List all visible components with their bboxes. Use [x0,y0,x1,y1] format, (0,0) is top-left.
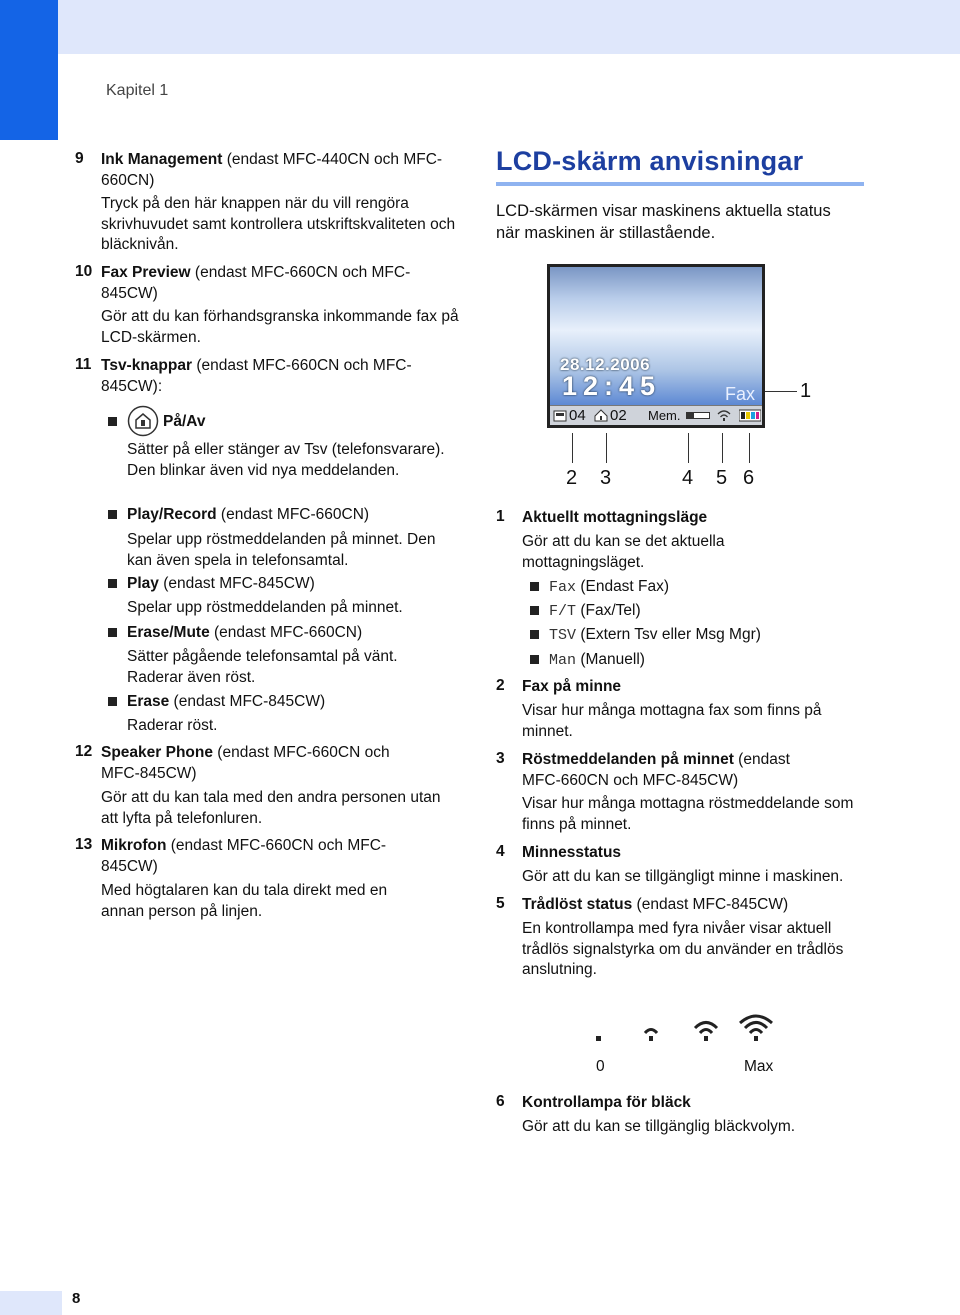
ink-level-icon [739,409,761,422]
mode-fax [549,577,669,599]
sub-erase-description: Raderar röst. [127,717,218,734]
signal-level-0-icon [596,1036,601,1041]
section-intro: LCD-skärmen visar maskinens aktuella status när maskinen är stillastående. [496,202,831,242]
sub-play-record-title: Play/Record [127,506,217,523]
sub-erase-mute-description: Sätter pågående telefonsamtal på vänt. Raderar även röst. [127,648,398,686]
item-13-number: 13 [75,836,93,853]
callout-line-5 [722,433,723,463]
right-item-6-title: Kontrollampa för bläck [522,1094,691,1111]
memory-bar [686,412,710,419]
callout-5: 5 [716,467,728,489]
sub-onoff-description: Sätter på eller stänger av Tsv (telefonsvarare). Den blinkar även vid nya meddelanden. [127,441,445,479]
item-11-heading [101,356,431,397]
mode-tsv [549,625,761,647]
item-13-description: Med högtalaren kan du tala direkt med en annan person på linjen. [101,882,388,920]
sub-erase-qualifier: (endast MFC-845CW) [169,693,326,710]
voice-memory-icon [594,409,608,422]
item-13-qualifier: (endast MFC-660CN och MFC-845CW) [101,837,387,875]
item-9-number: 9 [75,150,84,167]
sub-play-record-heading [127,505,457,526]
right-item-3-number: 3 [496,750,505,767]
item-10-number: 10 [75,263,93,280]
mode-ft [549,601,641,623]
sub-onoff-title: På/Av [163,413,206,430]
sub-erase-heading [127,692,457,713]
lcd-date: 28.12.2006 [560,355,651,374]
sub-play-record-description: Spelar upp röstmeddelanden på minnet. Den kan även spela in telefonsamtal. [127,531,436,569]
sub-erase-mute-heading [127,623,457,644]
right-item-3-qualifier: (endast MFC-660CN och MFC-845CW) [522,751,790,789]
callout-line-4 [688,433,689,463]
sub-erase-mute-qualifier: (endast MFC-660CN) [209,624,363,641]
right-item-6-description: Gör att du kan se tillgänglig bläckvolym. [522,1118,796,1135]
right-item-2-number: 2 [496,677,505,694]
item-12-number: 12 [75,743,93,760]
tad-power-icon [127,405,159,437]
item-11-qualifier: (endast MFC-660CN och MFC-845CW): [101,357,412,395]
callout-line-6 [749,433,750,463]
item-13-heading [101,836,431,877]
chapter-label: Kapitel 1 [106,82,169,99]
bullet [530,582,539,591]
lcd-status-bar [550,405,762,425]
item-12-title: Speaker Phone [101,744,213,761]
mode-man [549,650,645,672]
lcd-mode: Fax [725,384,756,404]
bullet [108,417,117,426]
item-13-title: Mikrofon [101,837,167,854]
item-10-heading [101,263,431,304]
mode-fax-label: (Endast Fax) [576,578,670,595]
callout-line-3 [606,433,607,463]
item-10-title: Fax Preview [101,264,191,281]
mode-ft-label: (Fax/Tel) [576,602,641,619]
right-item-3-heading [522,750,832,791]
mode-ft-code: F/T [549,603,577,620]
bullet [108,697,117,706]
right-item-1-title: Aktuellt mottagningsläge [522,509,708,526]
callout-2: 2 [566,467,578,489]
header-band [58,0,960,54]
lcd-mem-label: Mem. [648,408,681,423]
callout-3: 3 [600,467,612,489]
bullet [530,655,539,664]
item-9-title: Ink Management [101,151,223,168]
signal-level-1-icon [645,1030,657,1042]
callout-6: 6 [743,467,755,489]
lcd-time: 12:45 [562,371,662,401]
mode-man-label: (Manuell) [576,651,645,668]
sub-play-title: Play [127,575,159,592]
heading-underline [496,182,864,186]
item-12-heading [101,743,431,784]
item-10-qualifier: (endast MFC-660CN och MFC-845CW) [101,264,411,302]
section-heading: LCD-skärm anvisningar [496,146,804,176]
right-item-4-title: Minnesstatus [522,844,622,861]
chapter-color-tab [0,0,58,140]
right-item-5-heading [522,895,882,916]
right-item-2-description: Visar hur många mottagna fax som finns på minnet. [522,702,822,740]
sub-play-description: Spelar upp röstmeddelanden på minnet. [127,599,403,616]
item-10-description: Gör att du kan förhandsgranska inkommande fax på LCD-skärmen. [101,308,459,346]
right-item-4-number: 4 [496,843,505,860]
bullet [530,630,539,639]
right-item-4-description: Gör att du kan se tillgängligt minne i maskinen. [522,868,844,885]
page-number: 8 [72,1290,81,1307]
item-11-number: 11 [75,356,92,373]
signal-max-label: Max [744,1058,774,1075]
mode-man-code: Man [549,652,577,669]
callout-line-2 [572,433,573,463]
callout-1: 1 [800,380,812,402]
fax-memory-icon [553,409,567,422]
bullet [108,510,117,519]
lcd-screen-illustration [547,264,765,428]
bullet [530,606,539,615]
item-12-description: Gör att du kan tala med den andra personen utan att lyfta på telefonluren. [101,789,441,827]
right-item-5-number: 5 [496,895,505,912]
item-9-description: Tryck på den här knappen när du vill rengöra skrivhuvudet samt kontrollera utskriftskvaliteten och bläcknivån. [101,195,456,253]
item-12-qualifier: (endast MFC-660CN och MFC-845CW) [101,744,390,782]
item-9-heading [101,150,461,191]
bullet [108,628,117,637]
right-item-3-title: Röstmeddelanden på minnet [522,751,734,768]
sub-erase-title: Erase [127,693,170,710]
right-item-2-title: Fax på minne [522,678,622,695]
sub-play-record-qualifier: (endast MFC-660CN) [216,506,370,523]
signal-level-2-icon [695,1023,717,1042]
wifi-icon [716,409,732,422]
right-item-5-qualifier: (endast MFC-845CW) [632,896,789,913]
signal-level-3-icon [740,1016,772,1041]
sub-play-heading [127,574,457,595]
footer-band [0,1291,62,1315]
callout-4: 4 [682,467,694,489]
lcd-voice-count: 02 [610,407,627,424]
right-item-1-description: Gör att du kan se det aktuella mottagningsläget. [522,533,725,571]
callout-line-1 [765,391,797,392]
bullet [108,579,117,588]
item-9-qualifier: (endast MFC-440CN och MFC-660CN) [101,151,443,189]
sub-play-qualifier: (endast MFC-845CW) [158,575,315,592]
signal-min-label: 0 [596,1058,605,1075]
right-item-1-number: 1 [496,508,505,525]
sub-erase-mute-title: Erase/Mute [127,624,210,641]
lcd-fax-count: 04 [569,407,586,424]
mode-tsv-label: (Extern Tsv eller Msg Mgr) [576,626,761,643]
right-item-3-description: Visar hur många mottagna röstmeddelande som finns på minnet. [522,795,854,833]
item-11-title: Tsv-knappar [101,357,193,374]
mode-fax-code: Fax [549,579,577,596]
right-item-5-title: Trådlöst status [522,896,633,913]
signal-strength-levels [590,1014,780,1046]
right-item-6-number: 6 [496,1093,505,1110]
mode-tsv-code: TSV [549,627,577,644]
right-item-5-description: En kontrollampa med fyra nivåer visar aktuell trådlös signalstyrka om du använder en trådlös anslutning. [522,920,844,978]
